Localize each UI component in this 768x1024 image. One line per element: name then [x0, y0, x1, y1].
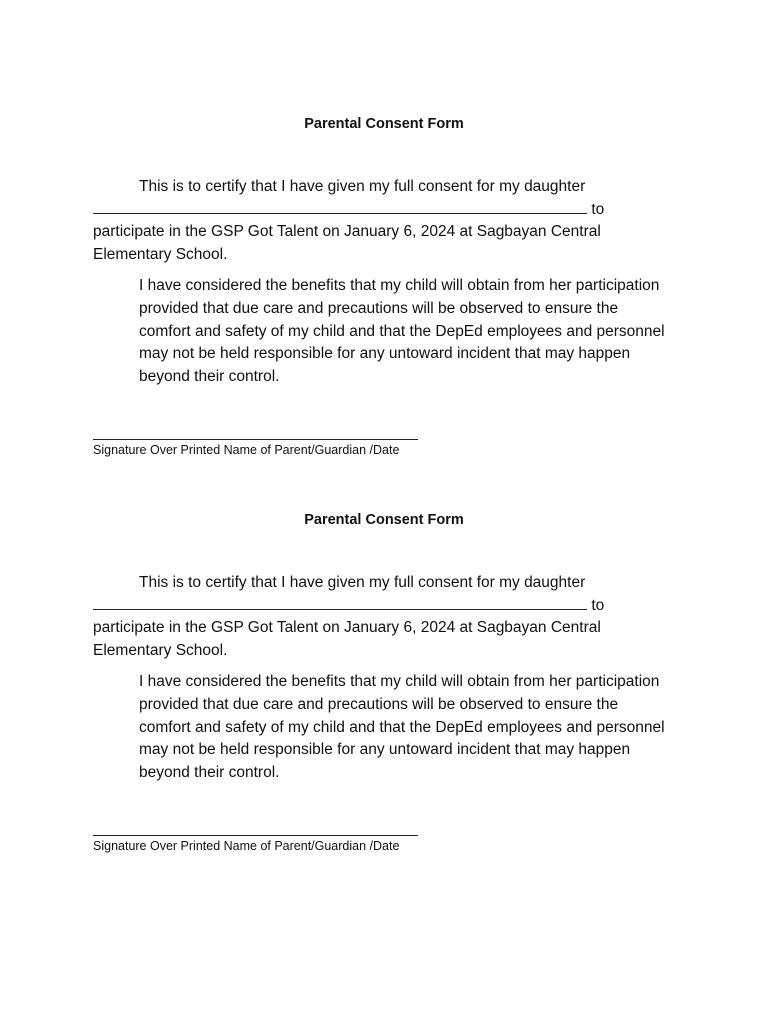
- form-title: Parental Consent Form: [304, 512, 464, 528]
- signature-line[interactable]: [93, 438, 418, 440]
- signature-label: Signature Over Printed Name of Parent/Guardian /Date: [93, 839, 400, 854]
- form-title: Parental Consent Form: [304, 116, 464, 132]
- daughter-name-row: [93, 199, 673, 222]
- signature-block: [93, 834, 673, 853]
- signature-block: [93, 438, 673, 457]
- signature-line[interactable]: [93, 834, 418, 836]
- benefits-paragraph: I have considered the benefits that my child will obtain from her participation provided that due care and precautions will be observed to ensure the comfort and safety of my child and that the DepEd employees and personnel may not be held responsible for any untoward incident that may happen beyond their control.: [139, 673, 665, 781]
- consent-statement-rest: participate in the GSP Got Talent on January 6, 2024 at Sagbayan Central Elementary School.: [93, 223, 601, 263]
- daughter-name-blank[interactable]: [93, 595, 587, 610]
- to-word: to: [591, 596, 605, 614]
- consent-statement-line: This is to certify that I have given my full consent for my daughter: [139, 178, 586, 195]
- daughter-name-blank[interactable]: [93, 199, 587, 214]
- consent-form-2: [93, 512, 673, 853]
- consent-statement-line: This is to certify that I have given my full consent for my daughter: [139, 574, 586, 591]
- consent-statement-rest: participate in the GSP Got Talent on January 6, 2024 at Sagbayan Central Elementary School.: [93, 619, 601, 659]
- signature-label: Signature Over Printed Name of Parent/Guardian /Date: [93, 443, 400, 458]
- consent-form-1: [93, 116, 673, 457]
- daughter-name-row: [93, 595, 673, 618]
- to-word: to: [591, 200, 605, 218]
- benefits-paragraph: I have considered the benefits that my child will obtain from her participation provided that due care and precautions will be observed to ensure the comfort and safety of my child and that the DepEd employees and personnel may not be held responsible for any untoward incident that may happen beyond their control.: [139, 277, 665, 385]
